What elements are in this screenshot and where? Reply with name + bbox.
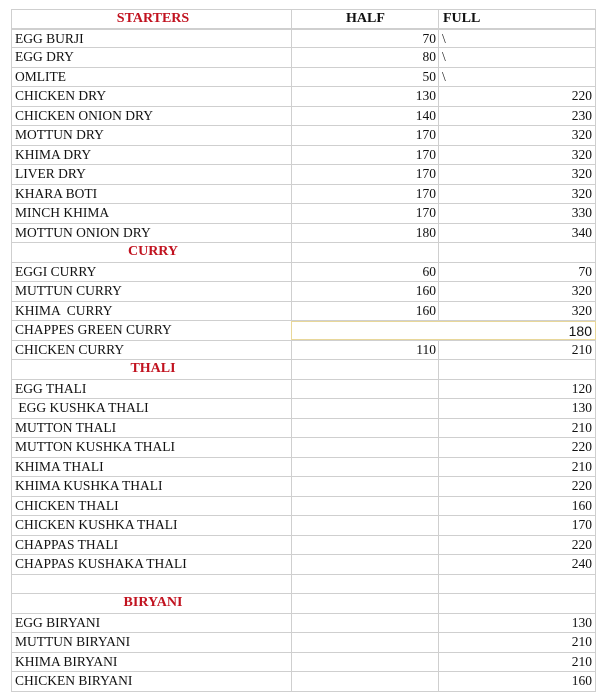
item-name-cell[interactable]: CHAPPAS KUSHAKA THALI (11, 555, 291, 574)
menu-item-row (11, 87, 596, 107)
section-row (11, 360, 596, 380)
half-price-cell[interactable]: 60 (291, 263, 438, 282)
menu-item-row (11, 263, 596, 283)
menu-item-row (11, 633, 596, 653)
item-name-cell[interactable]: CHICKEN ONION DRY (11, 107, 291, 126)
half-price-cell[interactable]: 110 (291, 341, 438, 360)
half-price-cell[interactable]: 140 (291, 107, 438, 126)
full-price-cell[interactable]: 130 (438, 614, 596, 633)
full-price-cell[interactable]: 120 (438, 380, 596, 399)
menu-item-row (11, 672, 596, 692)
half-price-cell[interactable] (291, 380, 438, 399)
item-name-cell[interactable]: CHICKEN CURRY (11, 341, 291, 360)
full-price-cell[interactable]: 320 (438, 302, 596, 321)
half-price-cell[interactable] (291, 672, 438, 691)
full-price-cell[interactable]: 160 (438, 672, 596, 691)
menu-item-row (11, 68, 596, 88)
half-price-cell[interactable] (291, 419, 438, 438)
half-price-cell[interactable] (291, 458, 438, 477)
full-price-cell[interactable]: 180 (438, 321, 596, 340)
half-price-cell[interactable] (291, 614, 438, 633)
full-price-cell[interactable]: 220 (438, 438, 596, 457)
menu-item-row (11, 419, 596, 439)
section-row (11, 594, 596, 614)
menu-item-row (11, 165, 596, 185)
full-price-cell[interactable] (438, 594, 596, 613)
item-name-cell[interactable]: CHICKEN KUSHKA THALI (11, 516, 291, 535)
menu-item-row (11, 204, 596, 224)
half-price-cell[interactable]: 170 (291, 126, 438, 145)
half-price-cell[interactable]: 130 (291, 87, 438, 106)
item-name-cell[interactable]: MOTTUN ONION DRY (11, 224, 291, 243)
menu-item-row (11, 48, 596, 68)
item-name-cell[interactable]: KHIMA BIRYANI (11, 653, 291, 672)
item-name-cell[interactable] (11, 575, 291, 594)
section-title[interactable]: CURRY (11, 243, 291, 262)
item-name-cell[interactable]: CHICKEN THALI (11, 497, 291, 516)
full-price-cell[interactable]: 320 (438, 165, 596, 184)
section-title[interactable]: STARTERS (11, 10, 291, 28)
full-price-cell[interactable]: 70 (438, 263, 596, 282)
half-column-header[interactable]: HALF (291, 10, 438, 28)
half-price-cell[interactable] (291, 360, 438, 379)
menu-item-row (11, 536, 596, 556)
full-price-cell[interactable]: 210 (438, 653, 596, 672)
half-price-cell[interactable]: 170 (291, 146, 438, 165)
full-price-cell[interactable] (438, 575, 596, 594)
full-price-cell[interactable]: \ (438, 30, 596, 48)
menu-item-row (11, 224, 596, 244)
full-price-cell[interactable] (438, 360, 596, 379)
menu-item-row (11, 282, 596, 302)
half-price-cell[interactable] (291, 497, 438, 516)
section-title[interactable]: BIRYANI (11, 594, 291, 613)
full-price-cell[interactable]: 320 (438, 185, 596, 204)
full-price-cell[interactable]: 130 (438, 399, 596, 418)
menu-item-row (11, 516, 596, 536)
item-name-cell[interactable]: KHIMA KUSHKA THALI (11, 477, 291, 496)
half-price-cell[interactable] (291, 516, 438, 535)
item-name-cell[interactable]: KHIMA THALI (11, 458, 291, 477)
menu-item-row (11, 477, 596, 497)
menu-rows (11, 29, 596, 692)
full-price-cell[interactable]: 230 (438, 107, 596, 126)
full-price-cell[interactable]: 210 (438, 419, 596, 438)
menu-item-row (11, 321, 596, 341)
item-name-cell[interactable]: EGG BIRYANI (11, 614, 291, 633)
full-price-cell[interactable]: \ (438, 68, 596, 87)
full-price-cell[interactable]: 160 (438, 497, 596, 516)
menu-item-row (11, 399, 596, 419)
half-price-cell[interactable] (291, 594, 438, 613)
menu-item-row (11, 614, 596, 634)
item-name-cell[interactable]: EGG THALI (11, 380, 291, 399)
item-name-cell[interactable]: MUTTON KUSHKA THALI (11, 438, 291, 457)
full-price-cell[interactable]: 320 (438, 146, 596, 165)
menu-sheet (11, 9, 596, 692)
item-name-cell[interactable]: LIVER DRY (11, 165, 291, 184)
full-price-cell[interactable]: 220 (438, 477, 596, 496)
item-name-cell[interactable]: EGGI CURRY (11, 263, 291, 282)
item-name-cell[interactable]: CHAPPES GREEN CURRY (11, 321, 291, 340)
item-name-cell[interactable]: KHIMA CURRY (11, 302, 291, 321)
full-price-cell[interactable]: 320 (438, 282, 596, 301)
half-price-cell[interactable] (291, 555, 438, 574)
full-price-cell[interactable]: 220 (438, 536, 596, 555)
half-price-cell[interactable]: 50 (291, 68, 438, 87)
item-name-cell[interactable]: EGG KUSHKA THALI (11, 399, 291, 418)
half-price-cell[interactable]: 160 (291, 302, 438, 321)
full-column-header[interactable]: FULL (438, 10, 596, 28)
item-name-cell[interactable]: MUTTUN BIRYANI (11, 633, 291, 652)
menu-item-row (11, 555, 596, 575)
full-price-cell[interactable]: 210 (438, 633, 596, 652)
item-name-cell[interactable]: MUTTON THALI (11, 419, 291, 438)
item-name-cell[interactable]: MOTTUN DRY (11, 126, 291, 145)
full-price-cell[interactable]: 170 (438, 516, 596, 535)
half-price-cell[interactable] (291, 477, 438, 496)
section-title[interactable]: THALI (11, 360, 291, 379)
header-row (11, 9, 596, 29)
full-price-cell[interactable]: 240 (438, 555, 596, 574)
item-name-cell[interactable]: KHARA BOTI (11, 185, 291, 204)
item-name-cell[interactable]: CHICKEN BIRYANI (11, 672, 291, 691)
half-price-cell[interactable]: 80 (291, 48, 438, 67)
full-price-cell[interactable]: 210 (438, 341, 596, 360)
half-price-cell[interactable] (291, 243, 438, 262)
full-price-cell[interactable]: 210 (438, 458, 596, 477)
full-price-cell[interactable] (438, 243, 596, 262)
half-price-cell[interactable]: 170 (291, 185, 438, 204)
item-name-cell[interactable]: MINCH KHIMA (11, 204, 291, 223)
half-price-cell[interactable] (291, 575, 438, 594)
full-price-cell[interactable]: \ (438, 48, 596, 67)
half-price-cell[interactable] (291, 321, 438, 340)
menu-item-row (11, 380, 596, 400)
half-price-cell[interactable]: 160 (291, 282, 438, 301)
menu-item-row (11, 458, 596, 478)
half-price-cell[interactable] (291, 536, 438, 555)
item-name-cell[interactable]: KHIMA DRY (11, 146, 291, 165)
full-price-cell[interactable]: 330 (438, 204, 596, 223)
half-price-cell[interactable] (291, 633, 438, 652)
menu-item-row (11, 302, 596, 322)
menu-item-row (11, 107, 596, 127)
half-price-cell[interactable]: 70 (291, 30, 438, 48)
menu-item-row (11, 146, 596, 166)
half-price-cell[interactable] (291, 653, 438, 672)
item-name-cell[interactable]: EGG BURJI (11, 30, 291, 48)
half-price-cell[interactable]: 170 (291, 165, 438, 184)
half-price-cell[interactable]: 180 (291, 224, 438, 243)
item-name-cell[interactable]: EGG DRY (11, 48, 291, 67)
menu-item-row (11, 126, 596, 146)
menu-item-row (11, 497, 596, 517)
item-name-cell[interactable]: CHICKEN DRY (11, 87, 291, 106)
full-price-cell[interactable]: 340 (438, 224, 596, 243)
blank-row (11, 575, 596, 595)
half-price-cell[interactable] (291, 399, 438, 418)
item-name-cell[interactable]: MUTTUN CURRY (11, 282, 291, 301)
section-row (11, 243, 596, 263)
menu-item-row (11, 341, 596, 361)
item-name-cell[interactable]: CHAPPAS THALI (11, 536, 291, 555)
item-name-cell[interactable]: OMLITE (11, 68, 291, 87)
menu-item-row (11, 185, 596, 205)
menu-item-row (11, 29, 596, 49)
menu-item-row (11, 653, 596, 673)
menu-item-row (11, 438, 596, 458)
full-price-cell[interactable]: 320 (438, 126, 596, 145)
half-price-cell[interactable] (291, 438, 438, 457)
full-price-cell[interactable]: 220 (438, 87, 596, 106)
half-price-cell[interactable]: 170 (291, 204, 438, 223)
